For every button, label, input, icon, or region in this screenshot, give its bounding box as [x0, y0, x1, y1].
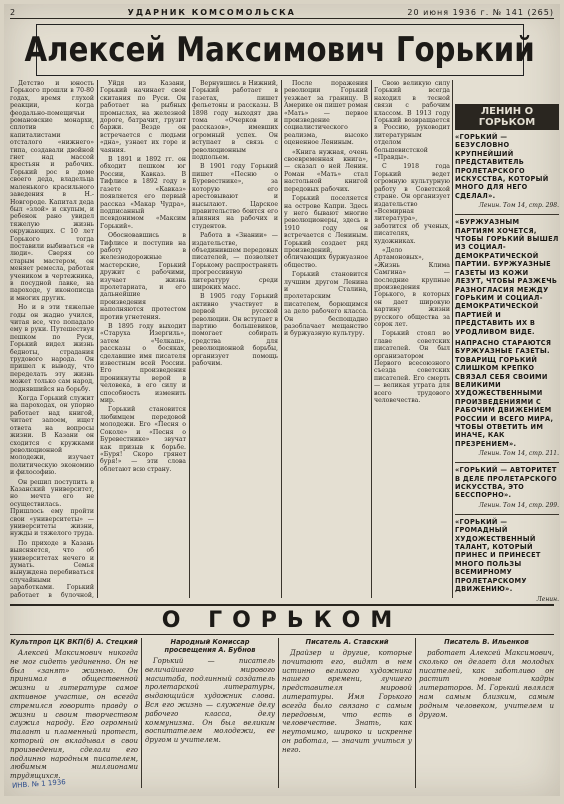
- lenin-quote: «ГОРЬКИЙ — ГРОМАДНЫЙ ХУДОЖЕСТВЕННЫЙ ТАЛАНТ, КОТОРЫЙ ПРИНЕС И ПРИНЕСЕТ МНОГО ПОЛЬЗЫ ВСЕМИРНОМУ ПРОЛЕТАРСКОМУ ДВИЖЕНИЮ».: [455, 517, 541, 594]
- opinion-column-2: Народный Комиссар просвещения А. Бубнов Горький — писатель величайшего мирового масштаба, подлинный создатель пролетарской литературы, выдающийся художник слова. Вся его жизнь — служение делу рабочего класса, делу коммунизма. Он был великим воспитателем молодежи, ее другом и учителем.: [145, 638, 275, 745]
- page-number: 2: [10, 7, 17, 17]
- byline: Писатель В. Ильенков: [444, 638, 529, 646]
- column-divider: [281, 80, 282, 598]
- newspaper-page: [4, 4, 560, 796]
- quote-separator: [455, 462, 559, 463]
- archive-stamp: ИНВ. № 1 1936: [11, 778, 66, 790]
- article-column-1: Детство и юность Горького прошли в 70-80 годах, время глухой реакции, когда феодально-помещичьи романовские монархи, сплотив с капиталистами отсталого «нижнего» типа, создавали двойной гнет над массой крестьян и рабочих. Горький рос в доме своего деда, владельца маленького красильного заведения в Н.-Новгороде. Капитал деда был «злой» и скупым, и ребенок рано увидел тяжелую жизнь окружающих. С 10 лет Горького тогда поставили выбиваться «в люди». Сверяя со старым мастером, он меняет ремесла, работая учеником в чертежника, в посудной лавке, на пароходе, у иконописца и многих других. Но и в эти тяжелые годы он жадно учился, читая все, что попадало ему в руки. Путешествуя пешком по Руси, Горький видел жизнь бедноты, страдания трудового народа. Он пришел к выводу, что переделать эту жизнь может только сам народ, поднявшийся на борьбу. Когда Горький служит на пароходах, он упорно работает над книгой, читает запоем, ищет ответа на вопросы жизни. В Казани он сходится с кружками революционной молодежи, изучает политическую экономию и философию. Он решил поступить в Казанский университет, но мечта его не осуществилась. Пришлось ему пройти свои «университеты» — университеты жизни, нужды и тяжелого труда. По приходе в Казань выясняется, что об университетах нечего и думать. Семья вынуждена перебиваться случайными заработками. Горький работает в булочной,: [10, 80, 94, 598]
- quote-separator: [455, 214, 559, 215]
- issue-date: 20 июня 1936 г. № 141 (265): [407, 7, 554, 17]
- section-title: О ГОРЬКОМ: [161, 607, 403, 633]
- quote-source: Ленин. Том 14, стр. 299.: [478, 501, 559, 509]
- lenin-quote: «БУРЖУАЗНЫМ ПАРТИЯМ ХОЧЕТСЯ, ЧТОБЫ ГОРЬКИЙ ВЫШЕЛ ИЗ СОЦИАЛ-ДЕМОКРАТИЧЕСКОЙ ПАРТИИ. БУРЖУАЗНЫЕ ГАЗЕТЫ ИЗ КОЖИ ЛЕЗУТ, ЧТОБЫ РАЗЖЕЧЬ РАЗНОГЛАСИЯ МЕЖДУ ГОРЬКИМ И СОЦИАЛ-ДЕМОКРАТИЧЕСКОЙ ПАРТИЕЙ И ПРЕДСТАВИТЬ ИХ В УРОДЛИВОМ ВИДЕ.: [455, 218, 559, 336]
- column-divider: [371, 80, 372, 598]
- opinion-column-1: Культпроп ЦК ВКП(б) А. Стецкий Алексей Максимович никогда не мог сидеть уединенно. Он не был «занят» жизнью. Он принимал в общественной жизни и литературе самое активное участие, он всегда стремился говорить правду о жизни и своим творчеством служил народу. Его огромный талант и пламенный протест, который он вкладывал в свои произведения, сделали его подлинно народным писателем, любимым миллионами трудящихся.: [10, 638, 138, 781]
- section-heading: [10, 604, 554, 635]
- quote-source: Ленин. Том 14, стр. 211.: [478, 450, 559, 458]
- newspaper-title: УДАРНИК КОМСОМОЛЬСКА: [127, 7, 296, 17]
- column-divider: [97, 80, 98, 598]
- byline: Народный Комиссар просвещения А. Бубнов: [164, 638, 256, 654]
- opinion-column-3: Писатель А. Ставский Драйзер и другие, которые почитают его, видят в нем истинно великого художника нашего времени, лучшего представителя мировой литературы. Имя Горького всегда было связано с самым передовым, что есть в человечестве. Знать, как неутомимо, широко и искренне он работал, — значит учиться у него.: [282, 638, 412, 754]
- column-divider: [189, 80, 190, 598]
- column-divider: [141, 638, 142, 788]
- byline: Писатель А. Ставский: [305, 638, 389, 646]
- column-divider: [415, 638, 416, 788]
- headline-box: [24, 24, 536, 76]
- byline: Культпроп ЦК ВКП(б) А. Стецкий: [10, 638, 138, 646]
- column-divider: [452, 80, 453, 598]
- quote-source: Ленин. Том 14, стр. 298.: [478, 202, 559, 210]
- quote-separator: [455, 514, 559, 515]
- quote-source: Ленин.: [536, 595, 559, 603]
- column-divider: [278, 638, 279, 788]
- opinion-column-4: Писатель В. Ильенков работает Алексей Максимович, сколько он делает для молодых писателей, как заботливо он растит новые кадры литераторов. М. Горький являлся нам самым близким, самым родным человеком, учителем и другом.: [419, 638, 554, 719]
- lenin-box-title: ЛЕНИН О ГОРЬКОМ: [455, 104, 559, 130]
- lenin-quote: «ГОРЬКИЙ — БЕЗУСЛОВНО КРУПНЕЙШИЙ ПРЕДСТАВИТЕЛЬ ПРОЛЕТАРСКОГО ИСКУССТВА, КОТОРЫЙ МНОГО ДЛЯ НЕГО СДЕЛАЛ».: [455, 133, 549, 200]
- article-column-3: Вернувшись в Нижний, Горький работает в газетах, пишет фельетоны и рассказы. В 1898 году выходят два тома «Очерков и рассказов», имевших огромный успех. Он вступает в связь с революционным подпольем. В 1901 году Горький пишет «Песню о Буревестнике», за которую его арестовывают и высылают. Царское правительство боится его влияния на рабочих и студентов. Работа в «Знании» — издательстве, объединившем передовых писателей, — позволяет Горькому распространять прогрессивную литературу среди широких масс. В 1905 году Горький активно участвует в первой русской революции. Он вступает в партию большевиков, помогает собирать средства для революционной борьбы, организует помощь рабочим.: [192, 80, 278, 368]
- lenin-quote: НАПРАСНО СТАРАЮТСЯ БУРЖУАЗНЫЕ ГАЗЕТЫ. ТОВАРИЩ ГОРЬКИЙ СЛИШКОМ КРЕПКО СВЯЗАЛ СЕБЯ СВОИМИ ВЕЛИКИМИ ХУДОЖЕСТВЕННЫМИ ПРОИЗВЕДЕНИЯМИ С РАБОЧИМ ДВИЖЕНИЕМ РОССИИ И ВСЕГО МИРА, ЧТОБЫ ОТВЕТИТЬ ИМ ИНАЧЕ, КАК ПРЕЗРЕНИЕМ».: [455, 338, 554, 448]
- lenin-quotes-box: [455, 104, 559, 606]
- article-column-4: После поражения революции Горький уезжает за границу. В Америке он пишет роман «Мать» — первое произведение социалистического реализма, высоко оцененное Лениным. «Книга нужная, очень своевременная книга», — сказал о ней Ленин. Роман «Мать» стал настольной книгой передовых рабочих. Горький поселяется на острове Капри. Здесь у него бывают многие революционеры, здесь в 1910 году он встречается с Лениным. Горький создает ряд произведений, обличающих буржуазное общество. Горький становится лучшим другом Ленина и Сталина, пролетарским писателем, борющимся за дело рабочего класса. Он беспощадно разоблачает мещанство и буржуазную культуру.: [284, 80, 368, 338]
- page-title: Алексей Максимович Горький: [24, 30, 536, 70]
- article-column-5: Свою великую силу Горький всегда находил в тесной связи с рабочим классом. В 1913 году Горький возвращается в Россию, руководит литературным отделом большевистской «Правды». С 1918 года Горький ведет огромную культурную работу в Советской стране. Он организует издательство «Всемирная литература», заботится об ученых, писателях, художниках. «Дело Артамоновых», «Жизнь Клима Самгина» — последние крупные произведения Горького, в которых он дает широкую картину жизни русского общества за сорок лет. Горький стоял во главе советских писателей. Он был организатором Первого всесоюзного съезда советских писателей. Его смерть — великая утрата для всего трудового человечества.: [374, 80, 450, 405]
- masthead: [10, 6, 554, 19]
- lenin-quote: «ГОРЬКИЙ — АВТОРИТЕТ В ДЕЛЕ ПРОЛЕТАРСКОГО ИСКУССТВА, ЭТО БЕССПОРНО».: [455, 466, 557, 500]
- article-column-2: Уйдя из Казани, Горький начинает свои скитания по Руси. Он работает на рыбных промыслах, на железной дороге, батрачит, грузит баржи. Везде он встречается с людьми «дна», узнает их горе и чаяния. В 1891 и 1892 гг. он обходит пешком юг России, Кавказ. В Тифлисе в 1892 году в газете «Кавказ» появляется его первый рассказ «Макар Чудра», подписанный псевдонимом «Максим Горький». Обосновавшись в Тифлисе и поступив на работу в железнодорожные мастерские, Горький дружит с рабочими, изучает жизнь пролетариата, и его дальнейшие произведения наполняются протестом против угнетения. В 1895 году выходит «Старуха Изергиль», затем «Челкаш», рассказы о босяках, сделавшие имя писателя известным всей России. Его произведения проникнуты верой в человека, в его силу и способность изменить мир. Горький становится любимцем передовой молодежи. Его «Песня о Соколе» и «Песня о Буревестнике» звучат как призыв к борьбе. «Буря! Скоро грянет буря!» — эти слова облетают всю страну.: [100, 80, 186, 473]
